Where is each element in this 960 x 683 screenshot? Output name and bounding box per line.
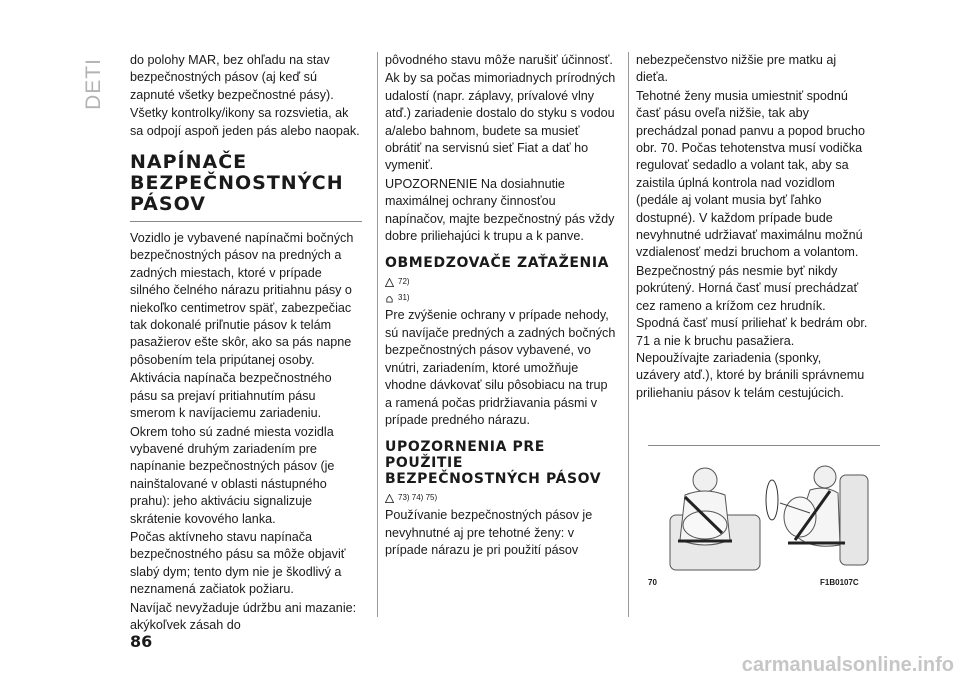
column-1 [130,52,362,635]
subsection-heading: OBMEDZOVAČE ZAŤAŽENIA [385,255,610,272]
hand-caution-icon [385,294,394,303]
column-divider [377,52,378,617]
warning-triangle-icon [385,278,394,287]
paragraph: Navíjač nevyžaduje údržbu ani mazanie: akýkoľvek zásah do [130,600,357,632]
paragraph: Tehotné ženy musia umiestniť spodnú časť pásu oveľa nižšie, tak aby prechádzal ponad panvu a popod brucho obr. 70. Počas tehotenstva musí vodička regulovať sedadlo a volant tak, aby sa zaistila úplná kontrola nad vozidlom (pedále aj volant musia byť ľahko dostupné). V každom prípade bude nevyhnutné udržiavať maximálnu možnú vzdialenosť medzi bruchom a volantom. [636,88,865,260]
column-3 [636,52,868,403]
warning-triangle-icon [385,494,394,503]
figure-rule [648,445,880,446]
subsection-heading: UPOZORNENIA PRE POUŽITIE BEZPEČNOSTNÝCH PÁSOV [385,439,602,488]
figure-code: F1B0107C [820,578,859,587]
warning-ref-label: 72) [398,277,410,287]
paragraph: Ak by sa počas mimoriadnych prírodných udalostí (napr. záplavy, prívalové vlny atď.) zariadenie dostalo do styku s vodou a/alebo bahnom, budete sa musieť obrátiť na servisnú sieť Fiat a dať ho vymeniť. [385,71,616,173]
paragraph: Používanie bezpečnostných pásov je nevyhnutné aj pre tehotné ženy: v prípade nárazu je pri použití pásov [385,508,593,558]
paragraph: Aktivácia napínača bezpečnostného pásu sa prejaví pritiahnutím pásu smerom k navíjaciemu zariadeniu. [130,371,332,421]
warning-reference [385,275,617,289]
paragraph: Počas aktívneho stavu napínača bezpečnostného pásu sa môže objaviť slabý dym; tento dym nie je škodlivý a neznamená začiatok požiaru. [130,529,346,597]
warning-ref-label: 73) 74) 75) [398,493,438,503]
paragraph: Okrem toho sú zadné miesta vozidla vybavené druhým zariadením pre napínanie bezpečnostných pásov (je nainštalované v oblasti nástupného prahu): jeho aktiváciu signalizuje skrátenie kovového lanka. [130,424,335,526]
column-2 [385,52,617,561]
warning-reference [385,491,617,505]
section-heading: NAPÍNAČE BEZPEČNOSTNÝCH PÁSOV [130,152,362,222]
caution-ref-label: 31) [398,293,410,303]
page-number: 86 [130,632,153,651]
figure-number: 70 [648,578,657,587]
paragraph: do polohy MAR, bez ohľadu na stav bezpečnostných pásov (aj keď sú zapnuté všetky bezpečnostné pásy). [130,53,334,102]
paragraph: Bezpečnostný pás nesmie byť nikdy pokrútený. Horná časť musí prechádzať cez rameno a krížom cez hrudník. Spodná časť musí priliehať k bedrám obr. 71 a nie k bruchu pasažiera. Nepoužívajte zariadenia (sponky, uzávery atď.), ktoré by bránili správnemu priliehaniu pásov k telám cestujúcich. [636,263,868,400]
paragraph: UPOZORNENIE Na dosiahnutie maximálnej ochrany činnosťou napínačov, majte bezpečnostný pás vždy dobre priliehajúci k trupu a k panve. [385,176,615,244]
watermark: carmanualsonline.info [741,654,954,676]
section-tab [84,54,104,114]
paragraph: Všetky kontrolky/ikony sa rozsvietia, ak sa odpojí aspoň jeden pás alebo naopak. [130,106,360,138]
paragraph: Pre zvýšenie ochrany v prípade nehody, sú navíjače predných a zadných bočných bezpečnostných pásov vybavené, vo vnútri, zariadením, ktoré umožňuje vhodne dávkovať silu pôsobiacu na trup a ramená počas pridržiavania pásmi v prípade predného nárazu. [385,308,616,427]
caution-reference [385,291,617,305]
pregnant-driver-seatbelt-illustration [660,455,880,575]
paragraph: pôvodného stavu môže narušiť účinnosť. [385,53,613,67]
paragraph: nebezpečenstvo nižšie pre matku aj dieťa. [636,53,837,85]
section-tab-label: DETI [82,58,105,110]
column-divider [628,52,629,617]
paragraph: Vozidlo je vybavené napínačmi bočných bezpečnostných pásov na predných a zadných miestach, ktoré v prípade silného čelného nárazu pritiahnu pásy o niekoľko centimetrov späť, zabezpečiac tak dokonalé priľnutie pásov k telám pasažierov ešte skôr, ako sa pás napne pôsobením tela pripútanej osoby. [130,231,354,367]
